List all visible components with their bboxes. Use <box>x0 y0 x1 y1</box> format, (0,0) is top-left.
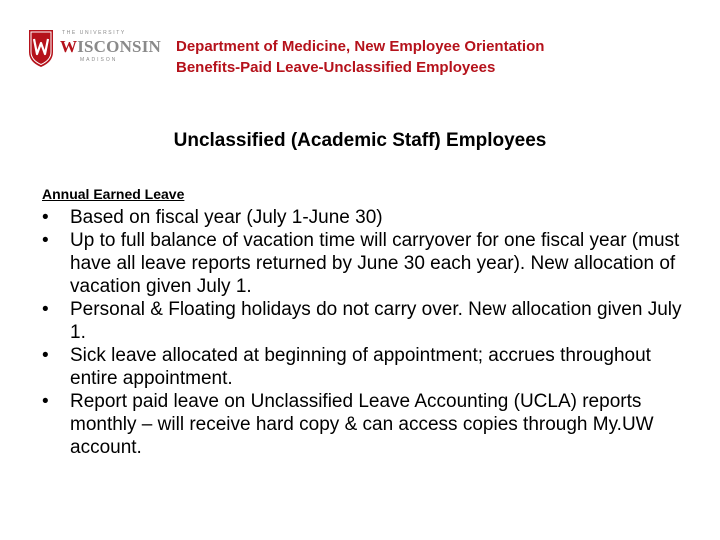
bullet-icon: • <box>42 230 49 251</box>
list-item <box>42 298 682 344</box>
bullet-text: Based on fiscal year (July 1-June 30) <box>70 207 383 228</box>
crest-icon <box>28 28 54 68</box>
logo-wordmark-rest: ISCONSIN <box>77 37 161 56</box>
bullet-list <box>42 206 682 459</box>
logo-top-text: THE UNIVERSITY <box>62 30 126 36</box>
bullet-text: Report paid leave on Unclassified Leave Accounting (UCLA) reports monthly – will receive hard copy & can access copies through My.UW account. <box>70 391 654 458</box>
bullet-text: Sick leave allocated at beginning of appointment; accrues throughout entire appointment. <box>70 345 651 389</box>
logo-bottom-text: MADISON <box>80 57 118 63</box>
list-item <box>42 229 682 298</box>
slide-header <box>176 36 544 78</box>
section-title: Unclassified (Academic Staff) Employees <box>173 130 547 151</box>
logo-wordmark-initial: W <box>60 37 78 56</box>
bullet-icon: • <box>42 391 49 412</box>
list-item <box>42 390 682 459</box>
university-logo <box>28 28 161 72</box>
logo-wordmark <box>60 37 161 57</box>
bullet-icon: • <box>42 299 49 320</box>
header-line-1: Department of Medicine, New Employee Orientation <box>176 38 545 55</box>
bullet-icon: • <box>42 345 49 366</box>
list-item <box>42 206 682 229</box>
list-item <box>42 344 682 390</box>
bullet-icon: • <box>42 207 49 228</box>
bullet-text: Up to full balance of vacation time will carryover for one fiscal year (must have all leave reports returned by June 30 each year). New allocation of vacation given July 1. <box>70 230 680 297</box>
bullet-text: Personal & Floating holidays do not carry over. New allocation given July 1. <box>70 299 682 343</box>
subheading: Annual Earned Leave <box>42 186 185 202</box>
header-line-2: Benefits-Paid Leave-Unclassified Employees <box>176 59 496 76</box>
